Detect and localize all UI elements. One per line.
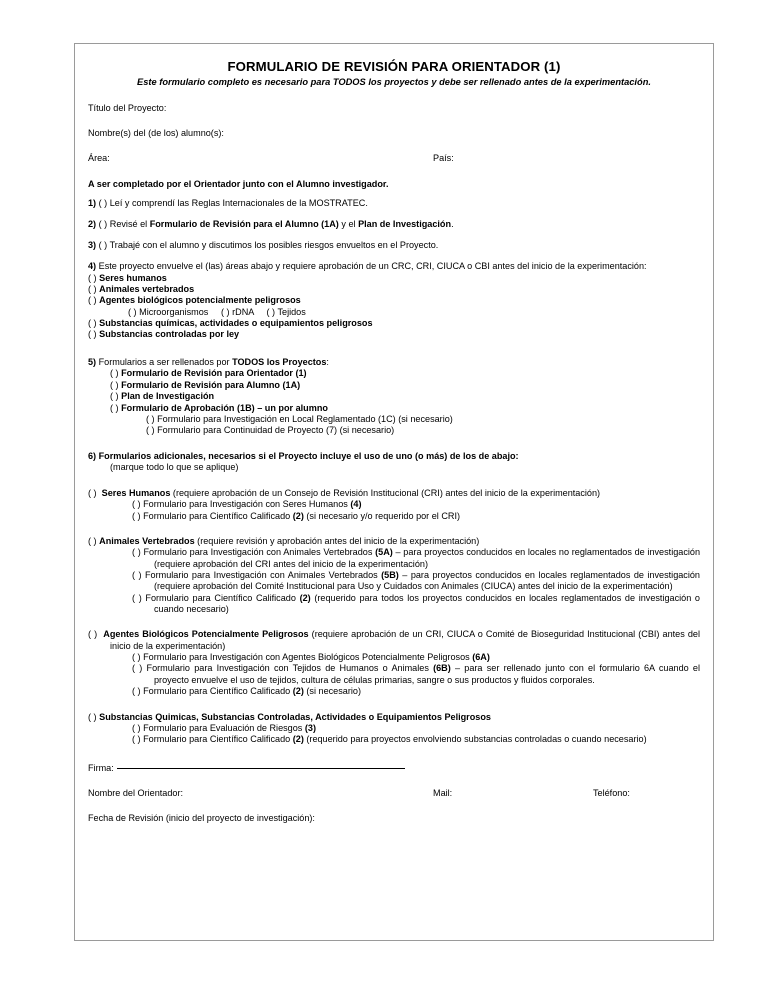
area-label: Área: [88, 153, 110, 164]
checkbox[interactable]: ( ) [128, 306, 137, 317]
item-5 [88, 357, 700, 369]
item-5-forms [88, 368, 700, 436]
item-6-note: (marque todo lo que se aplique) [110, 462, 239, 473]
checkbox[interactable]: ( ) [132, 734, 141, 745]
subitem-code: (6A) [472, 652, 490, 663]
section-title: Seres Humanos [101, 487, 171, 498]
item-5-text-a: Formularios a ser rellenados por [98, 356, 233, 367]
item-2 [88, 219, 700, 231]
checkbox[interactable]: ( ) [110, 402, 119, 413]
section-seres-humanos [88, 488, 700, 522]
subitem-tail: (si necesario y/o requerido por el CRI) [303, 510, 461, 521]
country-label: País: [433, 153, 454, 164]
subitem-tail: (requerido para proyectos envolviendo substancias controladas o cuando necesario) [303, 734, 647, 745]
list-item [88, 723, 700, 734]
list-item [88, 734, 700, 745]
subitem-code: (2) [292, 510, 304, 521]
form-label: Formulario de Aprobación (1B) – un por alumno [121, 402, 328, 413]
subitem-text: Formulario para Científico Calificado [143, 686, 293, 697]
item-2-checkbox[interactable]: ( ) [98, 219, 108, 230]
field-project-title [88, 103, 700, 113]
page-title: FORMULARIO DE REVISIÓN PARA ORIENTADOR (1) [227, 59, 561, 74]
checkbox[interactable]: ( ) [266, 306, 276, 317]
checkbox[interactable]: ( ) [88, 629, 98, 640]
option-label: Seres humanos [99, 272, 167, 283]
item-2-number: 2) [88, 219, 97, 230]
phone-label: Teléfono: [593, 787, 630, 798]
section-animales-vertebrados [88, 536, 700, 616]
subitem-code: (4) [350, 499, 362, 510]
item-1-checkbox[interactable]: ( ) [98, 198, 108, 209]
item-3 [88, 240, 700, 252]
option-label: rDNA [232, 306, 254, 317]
item-3-text: Trabajé con el alumno y discutimos los posibles riesgos envueltos en el Proyecto. [109, 239, 439, 250]
checkbox[interactable]: ( ) [132, 722, 141, 733]
list-item [88, 403, 700, 414]
signature-rule[interactable] [117, 767, 405, 769]
advisor-row [88, 788, 700, 798]
student-names-label: Nombre(s) del (de los) alumno(s): [88, 128, 224, 139]
section-desc: (requiere aprobación de un Consejo de Revisión Institucional (CRI) antes del inicio de la experimentación) [170, 487, 601, 498]
item-3-number: 3) [88, 239, 97, 250]
subitem-code: (6B) [433, 663, 451, 674]
list-item [88, 652, 700, 663]
option-label: Tejidos [277, 306, 306, 317]
checkbox[interactable]: ( ) [132, 652, 141, 663]
list-item [88, 686, 700, 697]
section-title: Agentes Biológicos Potencialmente Peligrosos [103, 629, 309, 640]
section-agentes-biologicos [88, 629, 700, 697]
list-item [88, 380, 700, 391]
subitem-text: Formulario para Investigación con Seres Humanos [143, 499, 351, 510]
checkbox[interactable]: ( ) [132, 592, 142, 603]
section-desc: (requiere aprobación de un CRI, CIUCA o Comité de Bioseguridad Institucional (CBI) antes del inicio de la experimentación) [110, 629, 700, 651]
section-title: Substancias Quimicas, Substancias Controladas, Actividades o Equipamientos Peligrosos [99, 711, 491, 722]
subitem-code: (5B) [381, 569, 399, 580]
item-1-number: 1) [88, 198, 97, 209]
checkbox[interactable]: ( ) [88, 295, 97, 306]
checkbox[interactable]: ( ) [88, 711, 97, 722]
list-item [88, 329, 700, 340]
item-6-heading [88, 451, 700, 463]
option-label: Substancias químicas, actividades o equipamientos peligrosos [99, 317, 373, 328]
list-item [88, 570, 700, 593]
field-area-country [88, 153, 700, 163]
item-4-number: 4) [88, 260, 97, 271]
list-item [88, 368, 700, 379]
review-date-label: Fecha de Revisión (inicio del proyecto de investigación): [88, 812, 315, 823]
form-label: Formulario para Investigación en Local Reglamentado (1C) (si necesario) [157, 413, 453, 424]
item-2-text-c: . [451, 219, 454, 230]
subitem-tail: – para proyectos conducidos en locales no reglamentados de investigación (requiere aprobación del CRI antes del inicio de la experimentación) [154, 547, 701, 569]
item-6-number: 6) [88, 450, 97, 461]
section-header [88, 629, 700, 652]
checkbox[interactable]: ( ) [132, 663, 143, 674]
item-5-number: 5) [88, 356, 97, 367]
subitem-tail: (si necesario) [303, 686, 361, 697]
list-item [88, 284, 700, 295]
subitem-text: Formulario para Investigación con Tejidos de Humanos o Animales [146, 663, 434, 674]
checkbox[interactable]: ( ) [88, 487, 97, 498]
option-label: Agentes biológicos potencialmente peligrosos [99, 295, 301, 306]
form-label: Formulario de Revisión para Alumno (1A) [121, 379, 301, 390]
mail-label: Mail: [433, 787, 453, 798]
instruction-heading: A ser completado por el Orientador junto con el Alumno investigador. [88, 179, 389, 190]
item-1 [88, 198, 700, 210]
list-item [88, 663, 700, 686]
item-2-text-b: y el [338, 219, 359, 230]
item-4 [88, 261, 700, 273]
form-label: Formulario para Continuidad de Proyecto (7) (si necesario) [157, 425, 395, 436]
subitem-text: Formulario para Investigación con Agentes Biológicos Potencialmente Peligrosos [143, 652, 473, 663]
subitem-tail: – para proyectos conducidos en locales reglamentados de investigación (requiere aprobación del Comité Institucional para Uso y Cuidados con Animales (CIUCA) antes del inicio de la experimentación) [154, 569, 700, 592]
advisor-name-label: Nombre del Orientador: [88, 787, 184, 798]
subitem-code: (3) [304, 722, 316, 733]
item-3-checkbox[interactable]: ( ) [98, 239, 108, 250]
checkbox[interactable]: ( ) [132, 686, 141, 697]
option-label: Substancias controladas por ley [99, 329, 240, 340]
item-2-bold-b: Plan de Investigación [358, 219, 452, 230]
checkbox[interactable]: ( ) [88, 272, 97, 283]
checkbox[interactable]: ( ) [132, 499, 141, 510]
checkbox[interactable]: ( ) [110, 391, 119, 402]
checkbox[interactable]: ( ) [88, 535, 97, 546]
checkbox[interactable]: ( ) [132, 569, 142, 580]
list-item [88, 414, 700, 425]
project-title-label: Título del Proyecto: [88, 103, 167, 114]
section-title: Animales Vertebrados [99, 535, 195, 546]
subitem-text: Formulario para Investigación con Animales Vertebrados [143, 547, 376, 558]
subitem-code: (5A) [375, 547, 393, 558]
subitem-text: Formulario para Científico Calificado [143, 510, 293, 521]
checkbox[interactable]: ( ) [132, 547, 141, 558]
review-date-row [88, 813, 700, 823]
page-subtitle: Este formulario completo es necesario para TODOS los proyectos y debe ser rellenado antes de la experimentación. [137, 77, 651, 87]
signature-row [88, 763, 700, 773]
option-label: Animales vertebrados [99, 283, 195, 294]
list-item [88, 593, 700, 616]
item-5-bold-a: TODOS los Proyectos [232, 356, 327, 367]
section-header [88, 712, 700, 723]
list-item [88, 425, 700, 436]
section-header [88, 536, 700, 547]
section-header [88, 488, 700, 499]
subitem-text: Formulario para Investigación con Animales Vertebrados [145, 569, 382, 580]
checkbox[interactable]: ( ) [88, 283, 97, 294]
form-label: Plan de Investigación [121, 391, 215, 402]
item-6-text: Formularios adicionales, necesarios si el Proyecto incluye el uso de uno (o más) de los de abajo: [98, 450, 519, 461]
signature-label: Firma: [88, 762, 114, 773]
subitem-tail: – para ser rellenado junto con el formulario 6A cuando el proyecto envuelve el uso de tejidos, cultura de células primarias, sangre o sus productos y fluidos corporales. [154, 663, 700, 685]
item-2-bold-a: Formulario de Revisión para el Alumno (1A) [149, 219, 339, 230]
subitem-tail: (requerido para todos los proyectos conducidos en locales reglamentados de investigación o cuando necesario) [154, 592, 700, 615]
list-item [88, 511, 700, 522]
subitem-text: Formulario para Científico Calificado [145, 592, 300, 603]
list-item [88, 295, 700, 306]
checkbox[interactable]: ( ) [146, 413, 155, 424]
item-4-text: Este proyecto envuelve el (las) áreas abajo y requiere aprobación de un CRC, CRI, CIUCA o CBI antes del inicio de la experimentación: [98, 260, 647, 271]
list-item [88, 318, 700, 329]
list-item [88, 547, 700, 570]
checkbox[interactable]: ( ) [132, 510, 141, 521]
checkbox[interactable]: ( ) [146, 425, 155, 436]
list-item [88, 499, 700, 510]
subitem-code: (2) [292, 686, 304, 697]
subitem-text: Formulario para Científico Calificado [143, 734, 293, 745]
list-item [88, 391, 700, 402]
section-desc: (requiere revisión y aprobación antes del inicio de la experimentación) [194, 535, 480, 546]
field-student-names [88, 128, 700, 138]
checkbox[interactable]: ( ) [221, 306, 230, 317]
subitem-code: (2) [299, 592, 311, 603]
checkbox[interactable]: ( ) [110, 368, 119, 379]
checkbox[interactable]: ( ) [110, 379, 119, 390]
checkbox[interactable]: ( ) [88, 317, 97, 328]
item-5-text-b: : [326, 356, 329, 367]
form-label: Formulario de Revisión para Orientador (1) [121, 368, 307, 379]
item-4-options [88, 273, 700, 341]
subitem-text: Formulario para Evaluación de Riesgos [143, 722, 305, 733]
section-substancias-quimicas [88, 712, 700, 746]
form-sheet [74, 43, 714, 941]
checkbox[interactable]: ( ) [88, 329, 97, 340]
option-label: Microorganismos [139, 306, 209, 317]
subitem-code: (2) [292, 734, 304, 745]
list-item [88, 273, 700, 284]
item-1-text: Leí y comprendí las Reglas Internacionales de la MOSTRATEC. [109, 198, 368, 209]
item-2-text-a: Revisé el [109, 219, 150, 230]
item-4-sub-options [88, 307, 700, 318]
